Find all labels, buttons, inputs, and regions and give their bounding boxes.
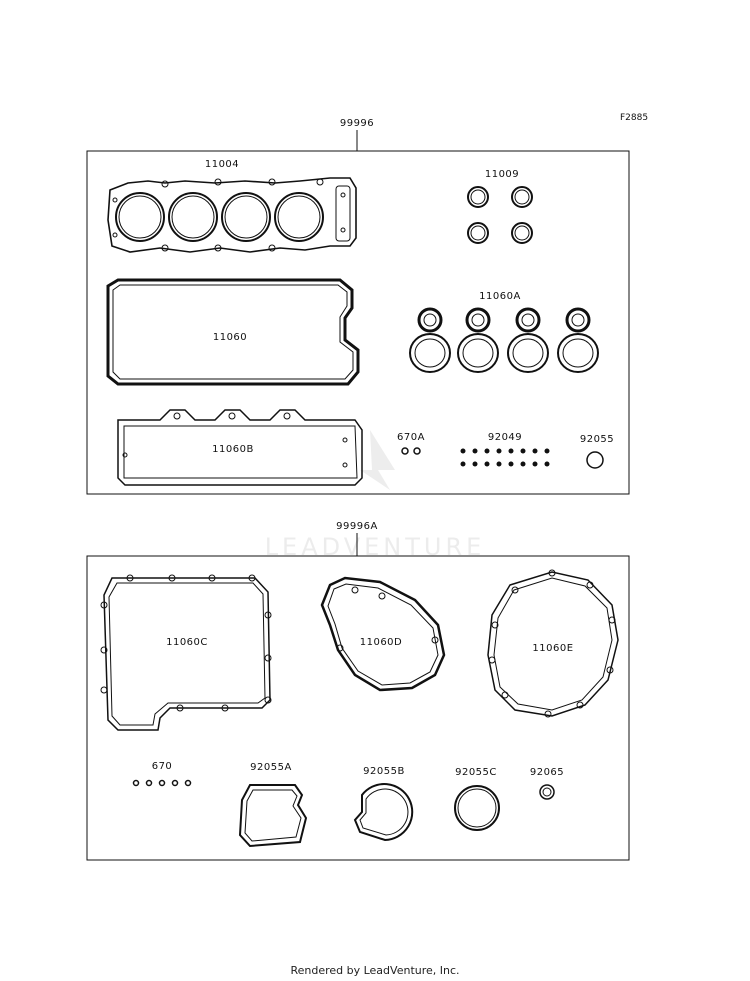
part-11060B[interactable]: [118, 410, 362, 485]
part-92055B[interactable]: [355, 766, 412, 840]
part-label-92055C[interactable]: 92055C: [455, 767, 497, 778]
part-670[interactable]: [134, 761, 191, 786]
part-label-11060C[interactable]: 11060C: [166, 637, 208, 648]
kit-group-99996: [87, 118, 629, 494]
kit-group-99996A: [87, 521, 629, 860]
part-11060A[interactable]: [410, 291, 598, 372]
kit-frame-99996A: [87, 556, 629, 860]
part-label-11060A[interactable]: 11060A: [479, 291, 521, 302]
part-92065[interactable]: [530, 767, 564, 799]
part-11009[interactable]: [468, 169, 532, 243]
part-670A[interactable]: [397, 432, 425, 454]
part-label-11060[interactable]: 11060: [212, 332, 248, 343]
part-92055[interactable]: [580, 434, 614, 468]
seal-grid: [461, 449, 550, 467]
plug-gasket-4: [558, 309, 598, 372]
part-92055A[interactable]: [240, 762, 306, 846]
part-label-11009[interactable]: 11009: [484, 169, 520, 180]
plug-gasket-2: [458, 309, 498, 372]
footer-credit: Rendered by LeadVenture, Inc.: [290, 964, 460, 977]
part-label-670[interactable]: 670: [151, 761, 173, 772]
kit-label-99996A[interactable]: 99996A: [336, 521, 378, 532]
watermark-logo-icon: [360, 430, 395, 490]
part-11060[interactable]: [108, 280, 358, 384]
part-92049[interactable]: [461, 432, 550, 467]
part-label-670A[interactable]: 670A: [397, 432, 425, 443]
part-label-11060E[interactable]: 11060E: [532, 643, 574, 654]
part-label-11004[interactable]: 11004: [204, 159, 240, 170]
watermark-text: LEADVENTURE: [264, 533, 486, 561]
part-label-92055[interactable]: 92055: [579, 434, 615, 445]
part-92055C[interactable]: [455, 767, 499, 830]
figure-ref: F2885: [620, 113, 649, 123]
watermark: [265, 430, 486, 561]
kit-frame-99996: [87, 151, 629, 494]
plug-gasket-1: [410, 309, 450, 372]
part-label-92055B[interactable]: 92055B: [363, 766, 405, 777]
part-11060D[interactable]: [322, 578, 444, 690]
part-label-11060B[interactable]: 11060B: [212, 444, 254, 455]
part-label-11060D[interactable]: 11060D: [359, 637, 403, 648]
part-label-92049[interactable]: 92049: [487, 432, 523, 443]
part-label-92065[interactable]: 92065: [529, 767, 565, 778]
plug-gasket-3: [508, 309, 548, 372]
part-11004[interactable]: [108, 159, 356, 252]
part-11060C[interactable]: [101, 575, 271, 730]
part-label-92055A[interactable]: 92055A: [250, 762, 292, 773]
kit-label-99996[interactable]: 99996: [339, 118, 375, 129]
part-11060E[interactable]: [488, 570, 618, 717]
